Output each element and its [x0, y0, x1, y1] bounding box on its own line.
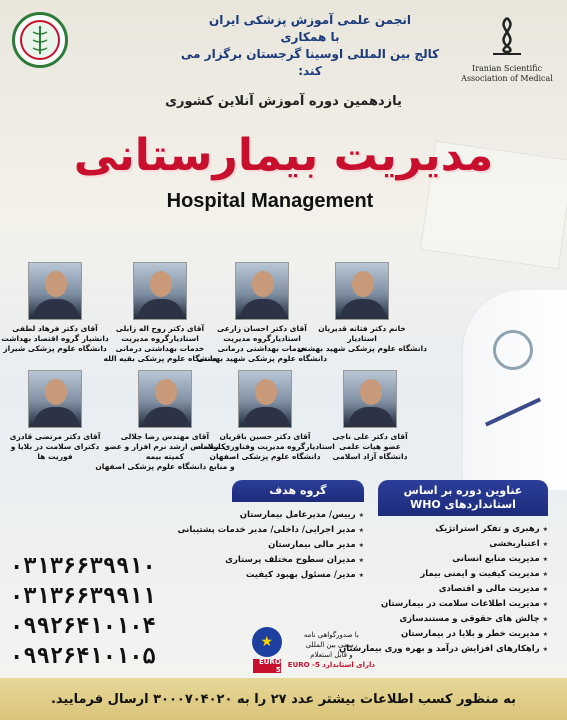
who-topics-title: عناوین دوره بر اساس استانداردهای WHO — [378, 480, 548, 516]
instructor-info: آقای دکتر فرهاد لطفی دانشیار گروه اقتصاد بهداشت دانشگاه علوم پزشکی شیراز — [1, 324, 109, 353]
who-topics-panel — [338, 480, 548, 665]
phone-number[interactable]: ۰۳۱۳۶۶۳۹۹۱۰ — [10, 554, 156, 579]
collaboration-label: با همکاری — [280, 30, 340, 44]
instructor-info: آقای دکتر احسان زارعی استادیارگروه مدیریت خدمات بهداشتی درمانی دانشگاه علوم پزشکی شهید بهشتی — [197, 324, 327, 363]
page-title-fa: مدیریت بیمارستانی — [73, 130, 494, 181]
list-item: ★ مدیریت کیفیت و ایمنی بیمار — [378, 567, 548, 582]
target-group-list — [177, 502, 364, 583]
instructor-info: آقای دکتر علی ناجی عضو هیات علمی دانشگاه آزاد اسلامی — [332, 432, 408, 461]
list-item: ★ مدیر اجرایی/ داخلی/ مدیر خدمات پشتیبانی — [232, 523, 364, 538]
caduceus-icon — [18, 18, 62, 62]
list-item: ★ رییس/ مدیرعامل بیمارستان — [232, 508, 364, 523]
instructor-info: آقای مهندس رضا جلالی کارشناس ارشد نرم افزار و عضو کمیته بیمه و منابع دانشگاه علوم پزشکی اصفهان — [95, 432, 235, 471]
instructor-card — [0, 370, 110, 462]
eu-stars-icon: ★ — [252, 627, 282, 657]
stethoscope-icon — [493, 330, 533, 370]
instructor-photo — [28, 370, 82, 428]
phone-number[interactable]: ۰۹۹۲۶۴۱۰۱۰۴ — [10, 614, 156, 639]
instructor-photo — [138, 370, 192, 428]
association-seal-logo — [12, 12, 68, 68]
list-item: ★ مدیریت خطر و بلایا در بیمارستان — [378, 627, 548, 642]
instructor-photo — [133, 262, 187, 320]
instructor-card — [0, 262, 110, 354]
organizer-name: انجمن علمی آموزش پزشکی ایران — [209, 13, 411, 27]
phone-number[interactable]: ۰۳۱۳۶۶۳۹۹۱۱ — [10, 584, 156, 609]
who-topics-list — [338, 516, 548, 657]
instructor-info: خانم دکتر فتانه قدیریان استادیار دانشگاه علوم پزشکی شهید بهشتی — [297, 324, 427, 353]
phone-number[interactable]: ۰۹۹۲۶۴۱۰۱۰۵ — [10, 644, 156, 669]
instructor-photo — [28, 262, 82, 320]
partner-college: کالج بین المللی اوسینا گرجستان برگزار می کند: — [180, 47, 440, 78]
list-item: ★ رهبری و تفکر استراتژیک — [378, 522, 548, 537]
instructor-card — [90, 262, 230, 364]
association-emblem-icon — [487, 14, 527, 58]
doctor-illustration — [462, 290, 567, 490]
page-title-en: Hospital Management — [166, 190, 374, 212]
list-item: ★ اعتباربخشی — [378, 537, 548, 552]
list-item: ★ چالش های حقوقی و مستندسازی — [378, 612, 548, 627]
list-item: ★ مدیریت اطلاعات سلامت در بیمارستان — [378, 597, 548, 612]
list-item: ★ مدیر/ مسئول بهبود کیفیت — [232, 568, 364, 583]
accreditation-text: با صدورگواهی نامه رسمی بین المللی و قابل استعلام دارای استاندارد 5- EURO — [287, 631, 375, 669]
euro5-badge: EURO 5 — [253, 659, 281, 673]
instructor-photo — [235, 262, 289, 320]
accreditation-block — [175, 630, 375, 674]
list-item: ★ مدیران سطوح مختلف پرستاری — [232, 553, 364, 568]
target-group-panel — [177, 480, 364, 630]
list-item: ★ مدیریت منابع انسانی — [378, 552, 548, 567]
organizer-block — [180, 12, 440, 80]
instructor-photo — [238, 370, 292, 428]
instructor-card — [95, 370, 235, 472]
list-item: ★ مدیریت مالی و اقتصادی — [378, 582, 548, 597]
eu-badges — [252, 627, 282, 673]
instructor-photo — [343, 370, 397, 428]
instructor-info: آقای دکتر روح اله زابلی استادیارگروه مدیریت خدمات بهداشتی درمانی دانشگاه علوم پزشکی بقیه الله — [103, 324, 217, 363]
instructor-info: آقای دکتر مرتضی قادری دکترای سلامت در بلایا و فوریت ها — [9, 432, 101, 461]
footer-sms-instruction: به منظور کسب اطلاعات بیشتر عدد ۲۷ را به ۳۰۰۰۷۰۴۰۲۰ ارسال فرمایید. — [50, 691, 517, 707]
instructor-photo — [335, 262, 389, 320]
course-edition: یازدهمین دوره آموزش آنلاین کشوری — [165, 94, 402, 109]
pen-icon — [485, 398, 541, 427]
iranian-scientific-association-logo — [457, 14, 557, 94]
list-item: ★ راهکارهای افزایش درآمد و بهره وری بیمارستان — [378, 642, 548, 657]
association-name-en: Iranian Scientific Association of Medical — [461, 64, 553, 83]
instructor-info: آقای دکتر حسین باقریان استادیارگروه مدیریت وفناوری سلامت دانشگاه علوم پزشکی اصفهان — [195, 432, 335, 461]
list-item: ★ مدیر مالی بیمارستان — [232, 538, 364, 553]
target-group-title: گروه هدف — [232, 480, 364, 502]
footer-banner — [0, 678, 567, 720]
